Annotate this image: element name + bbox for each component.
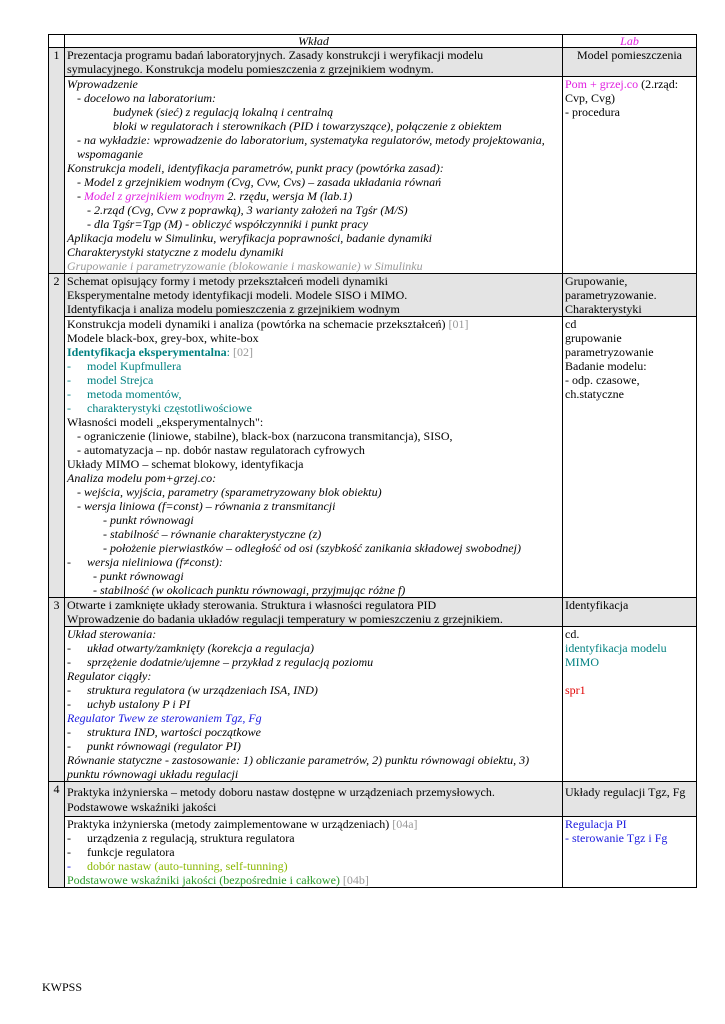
lab-title: Model pomieszczenia (563, 48, 697, 77)
lab-body (563, 317, 697, 598)
line (67, 859, 560, 873)
line (67, 725, 560, 739)
dash: - (67, 655, 71, 669)
line: - położenie pierwiastków – odległość od osi (szybkość zanikania składowej swobodnej) (103, 541, 521, 555)
line (67, 345, 560, 359)
dash: - (67, 845, 71, 859)
lab-line: cd. (565, 627, 580, 641)
ref: [02] (233, 345, 254, 359)
lab-highlight: Pom + grzej.co (565, 77, 639, 91)
table-row-2-title (49, 274, 697, 317)
row-body (65, 317, 563, 598)
title-line: Identyfikacja i analiza modelu pomieszczenia z grzejnikiem wodnym (67, 302, 400, 316)
table-row-4-body (49, 817, 697, 888)
dash: - (67, 641, 71, 655)
lab-line: - odp. czasowe, ch.statyczne (565, 373, 640, 401)
text: struktura IND, wartości początkowe (87, 725, 261, 739)
dash: - (67, 373, 71, 387)
text: : (226, 345, 234, 359)
line: - na wykładzie: wprowadzenie do laboratorium, systematyka regulatorów, metody projektowania, wspomaganie (77, 133, 545, 161)
ref: [04b] (339, 873, 369, 887)
row-body (65, 627, 563, 782)
text: punkt równowagi (regulator PI) (87, 739, 241, 753)
line (67, 373, 560, 387)
text: układ otwarty/zamknięty (korekcja a regulacja) (87, 641, 315, 655)
table-row-4-title (49, 782, 697, 817)
line: - Model z grzejnikiem wodnym (Cvg, Cvw, Cvs) – zasada układania równań (77, 175, 442, 189)
dash: - (67, 859, 71, 873)
line: - automatyzacja – np. dobór nastaw regulatorach cyfrowych (77, 443, 365, 457)
line (67, 655, 560, 669)
line (67, 555, 560, 569)
lab-line: - procedura (565, 105, 620, 119)
text: 2. rzędu, wersja M (lab.1) (224, 189, 353, 203)
line: - punkt równowagi (103, 513, 194, 527)
line (67, 697, 560, 711)
line: Grupowanie i parametryzowanie (blokowanie i maskowanie) w Simulinku (67, 259, 423, 273)
lab-body (563, 77, 697, 274)
row-title (65, 782, 563, 817)
table-row-1-body (49, 77, 697, 274)
line: Regulator Twew ze sterowaniem Tgz, Fg (67, 711, 262, 725)
row-title (65, 598, 563, 627)
text: Praktyka inżynierska (metody zaimplementowane w urządzeniach) (67, 817, 390, 831)
line: - wersja liniowa (f=const) – równania z transmitancji (77, 499, 336, 513)
line: Równanie statyczne - zastosowanie: 1) obliczanie parametrów, 2) punktu równowagi obiektu, 3) punktu równowagi układu regulacji (67, 753, 530, 781)
title-line: Eksperymentalne metody identyfikacji modeli. Modele SISO i MIMO. (67, 288, 408, 302)
line: budynek (sieć) z regulacją lokalną i centralną (113, 105, 334, 119)
line: Układ sterowania: (67, 627, 157, 641)
line: bloki w regulatorach i sterownikach (PID i towarzyszące), połączenie z obiektem (113, 119, 502, 133)
dash: - (77, 189, 84, 203)
header-num-cell (49, 35, 65, 48)
line (67, 873, 560, 887)
line: - wejścia, wyjścia, parametry (sparametryzowany blok obiektu) (77, 485, 382, 499)
table-row-2-body (49, 317, 697, 598)
lab-body (563, 627, 697, 782)
row-number: 2 (49, 274, 65, 598)
lab-text: (2.rząd: Cvp, Cvg) (565, 77, 679, 105)
line (67, 641, 560, 655)
text: sprzężenie dodatnie/ujemne – przykład z regulacją poziomu (87, 655, 374, 669)
lab-title: Identyfikacja (563, 598, 697, 627)
line: - stabilność – równanie charakterystyczne (z) (103, 527, 322, 541)
lab-line: grupowanie parametryzowanie (565, 331, 654, 359)
text: wersja nieliniowa (f≠const): (87, 555, 223, 569)
line: Analiza modelu pom+grzej.co: (67, 471, 217, 485)
header-content: Wkład (65, 35, 563, 48)
row-title: Prezentacja programu badań laboratoryjnych. Zasady konstrukcji i weryfikacji modelu symulacyjnego. Konstrukcja modelu pomieszczenia z grzejnikiem wodnym. (65, 48, 563, 77)
line: Modele black-box, grey-box, white-box (67, 331, 259, 345)
title-line: Podstawowe wskaźniki jakości (67, 800, 217, 814)
title-line: Schemat opisujący formy i metody przekształceń modeli dynamiki (67, 274, 388, 288)
row-body (65, 817, 563, 888)
lab-title: Układy regulacji Tgz, Fg (563, 782, 697, 817)
dash: - (67, 401, 71, 415)
course-table (48, 34, 697, 888)
line: Układy MIMO – schemat blokowy, identyfikacja (67, 457, 304, 471)
header-lab: Lab (563, 35, 697, 48)
lab-line: cd (565, 317, 577, 331)
row-number: 3 (49, 598, 65, 782)
line: - stabilność (w okolicach punktu równowagi, przyjmując różne f) (93, 583, 406, 597)
text: charakterystyki częstotliwościowe (87, 401, 252, 415)
text: model Kupfmullera (87, 359, 182, 373)
lab-title: Grupowanie, parametryzowanie. Charakterystyki (563, 274, 697, 317)
dash: - (67, 683, 71, 697)
text: uchyb ustalony P i PI (87, 697, 191, 711)
highlight-text: Model z grzejnikiem wodnym (84, 189, 225, 203)
ref: [01] (445, 317, 469, 331)
text: Podstawowe wskaźniki jakości (bezpośrednie i całkowe) (67, 873, 340, 887)
line: - 2.rząd (Cvg, Cvw z poprawką), 3 warianty założeń na Tgśr (M/S) (87, 203, 408, 217)
spacer (565, 669, 694, 683)
line: - dla Tgśr=Tgp (M) - obliczyć współczynniki i punkt pracy (87, 217, 369, 231)
line (67, 831, 560, 845)
dash: - (67, 739, 71, 753)
lab-line: spr1 (565, 683, 586, 697)
lab-line: - sterowanie Tgz i Fg (565, 831, 668, 845)
text: funkcje regulatora (87, 845, 175, 859)
title-line: Otwarte i zamknięte układy sterowania. Struktura i własności regulatora PID (67, 598, 437, 612)
text: (auto-tunning, self-tunning) (151, 859, 288, 873)
line: Wprowadzenie (67, 77, 138, 91)
row-number: 1 (49, 48, 65, 274)
line (67, 189, 560, 203)
line (67, 359, 560, 373)
bold-heading: Identyfikacja eksperymentalna (67, 345, 227, 359)
line (67, 739, 560, 753)
lab-line: identyfikacja modelu MIMO (565, 641, 667, 669)
dash: - (67, 831, 71, 845)
table-header-row (49, 35, 697, 48)
title-line: Praktyka inżynierska – metody doboru nastaw dostępne w urządzeniach przemysłowych. (67, 785, 495, 799)
row-number: 4 (49, 782, 65, 888)
line (67, 683, 560, 697)
line: - docelowo na laboratorium: (77, 91, 216, 105)
text: model Strejca (87, 373, 154, 387)
footer-text: KWPSS (42, 980, 83, 994)
text: Konstrukcja modeli dynamiki i analiza (powtórka na schemacie przekształceń) (67, 317, 446, 331)
lab-body (563, 817, 697, 888)
title-line: Wprowadzenie do badania układów regulacji temperatury w pomieszczeniu z grzejnikiem. (67, 612, 503, 626)
line (67, 401, 560, 415)
text: dobór nastaw (87, 859, 152, 873)
table-row-3-body (49, 627, 697, 782)
text: struktura regulatora (w urządzeniach ISA, IND) (87, 683, 318, 697)
dash: - (67, 725, 71, 739)
line (67, 845, 560, 859)
line (67, 317, 560, 331)
line: - punkt równowagi (93, 569, 184, 583)
dash: - (67, 387, 71, 401)
table-row-3-title (49, 598, 697, 627)
row-body (65, 77, 563, 274)
dash: - (67, 359, 71, 373)
line: - ograniczenie (liniowe, stabilne), black-box (narzucona transmitancja), SISO, (77, 429, 453, 443)
line (67, 387, 560, 401)
ref: [04a] (389, 817, 418, 831)
dash: - (67, 555, 71, 569)
lab-line: Badanie modelu: (565, 359, 647, 373)
row-title (65, 274, 563, 317)
lab-line: Regulacja PI (565, 817, 627, 831)
text: metoda momentów, (87, 387, 182, 401)
line: Aplikacja modelu w Simulinku, weryfikacja poprawności, badanie dynamiki (67, 231, 432, 245)
line: Własności modeli „eksperymentalnych": (67, 415, 264, 429)
line: Konstrukcja modeli, identyfikacja parametrów, punkt pracy (powtórka zasad): (67, 161, 444, 175)
text: urządzenia z regulacją, struktura regulatora (87, 831, 295, 845)
table-row-1-title (49, 48, 697, 77)
line (67, 817, 560, 831)
line: Charakterystyki statyczne z modelu dynamiki (67, 245, 284, 259)
dash: - (67, 697, 71, 711)
line: Regulator ciągły: (67, 669, 152, 683)
